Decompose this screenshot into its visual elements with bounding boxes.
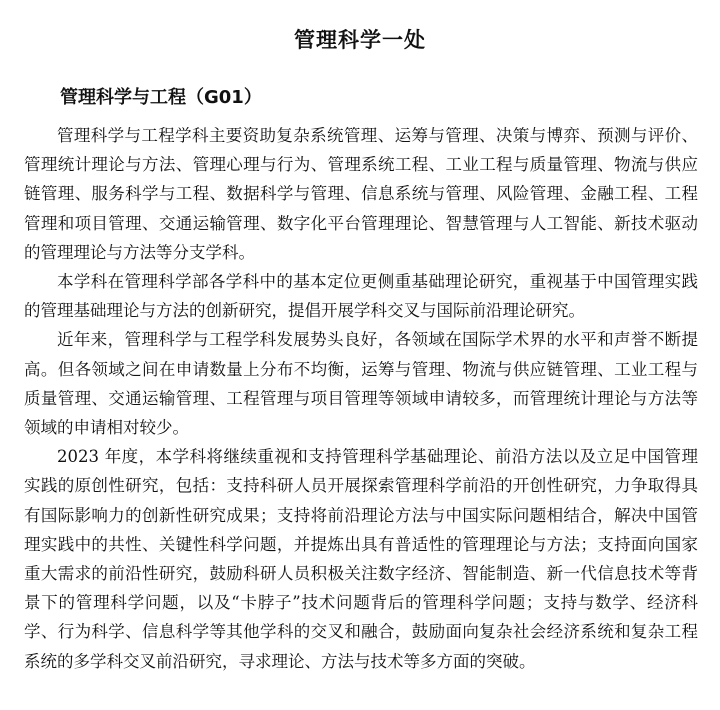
paragraph-recent-development: 近年来，管理科学与工程学科发展势头良好，各领域在国际学术界的水平和声誉不断提高。但各领域之间在申请数量上分布不均衡，运筹与管理、物流与供应链管理、工业工程与质量管理、交通运输管理、工程管理与项目管理等领域申请较多，而管理统计理论与方法等领域的申请相对较少。	[24, 330, 698, 438]
paragraph-scope: 管理科学与工程学科主要资助复杂系统管理、运筹与管理、决策与博弈、预测与评价、管理统计理论与方法、管理心理与行为、管理系统工程、工业工程与质量管理、物流与供应链管理、服务科学与工程、数据科学与管理、信息系统与管理、风险管理、金融工程、工程管理和项目管理、交通运输管理、数字化平台管理理论、智慧管理与人工智能、新技术驱动的管理理论与方法等分支学科。	[24, 126, 698, 262]
document-body	[24, 121, 698, 676]
section-heading: 管理科学与工程（G01）	[60, 87, 262, 108]
page-title: 管理科学一处	[294, 28, 426, 52]
paragraph-2023-priorities: 2023 年度，本学科将继续重视和支持管理科学基础理论、前沿方法以及立足中国管理实践的原创性研究，包括：支持科研人员开展探索管理科学前沿的开创性研究，力争取得具有国际影响力的创新性研究成果；支持将前沿理论方法与中国实际问题相结合，解决中国管理实践中的共性、关键性科学问题，并提炼出具有普适性的管理理论与方法；支持面向国家重大需求的前沿性研究，鼓励科研人员积极关注数字经济、智能制造、新一代信息技术等背景下的管理科学问题，以及“卡脖子”技术问题背后的管理科学问题；支持与数学、经济科学、行为科学、信息科学等其他学科的交叉和融合，鼓励面向复杂社会经济系统和复杂工程系统的多学科交叉前沿研究，寻求理论、方法与技术等多方面的突破。	[24, 447, 698, 671]
paragraph-positioning: 本学科在管理科学部各学科中的基本定位更侧重基础理论研究，重视基于中国管理实践的管理基础理论与方法的创新研究，提倡开展学科交叉与国际前沿理论研究。	[24, 272, 698, 321]
